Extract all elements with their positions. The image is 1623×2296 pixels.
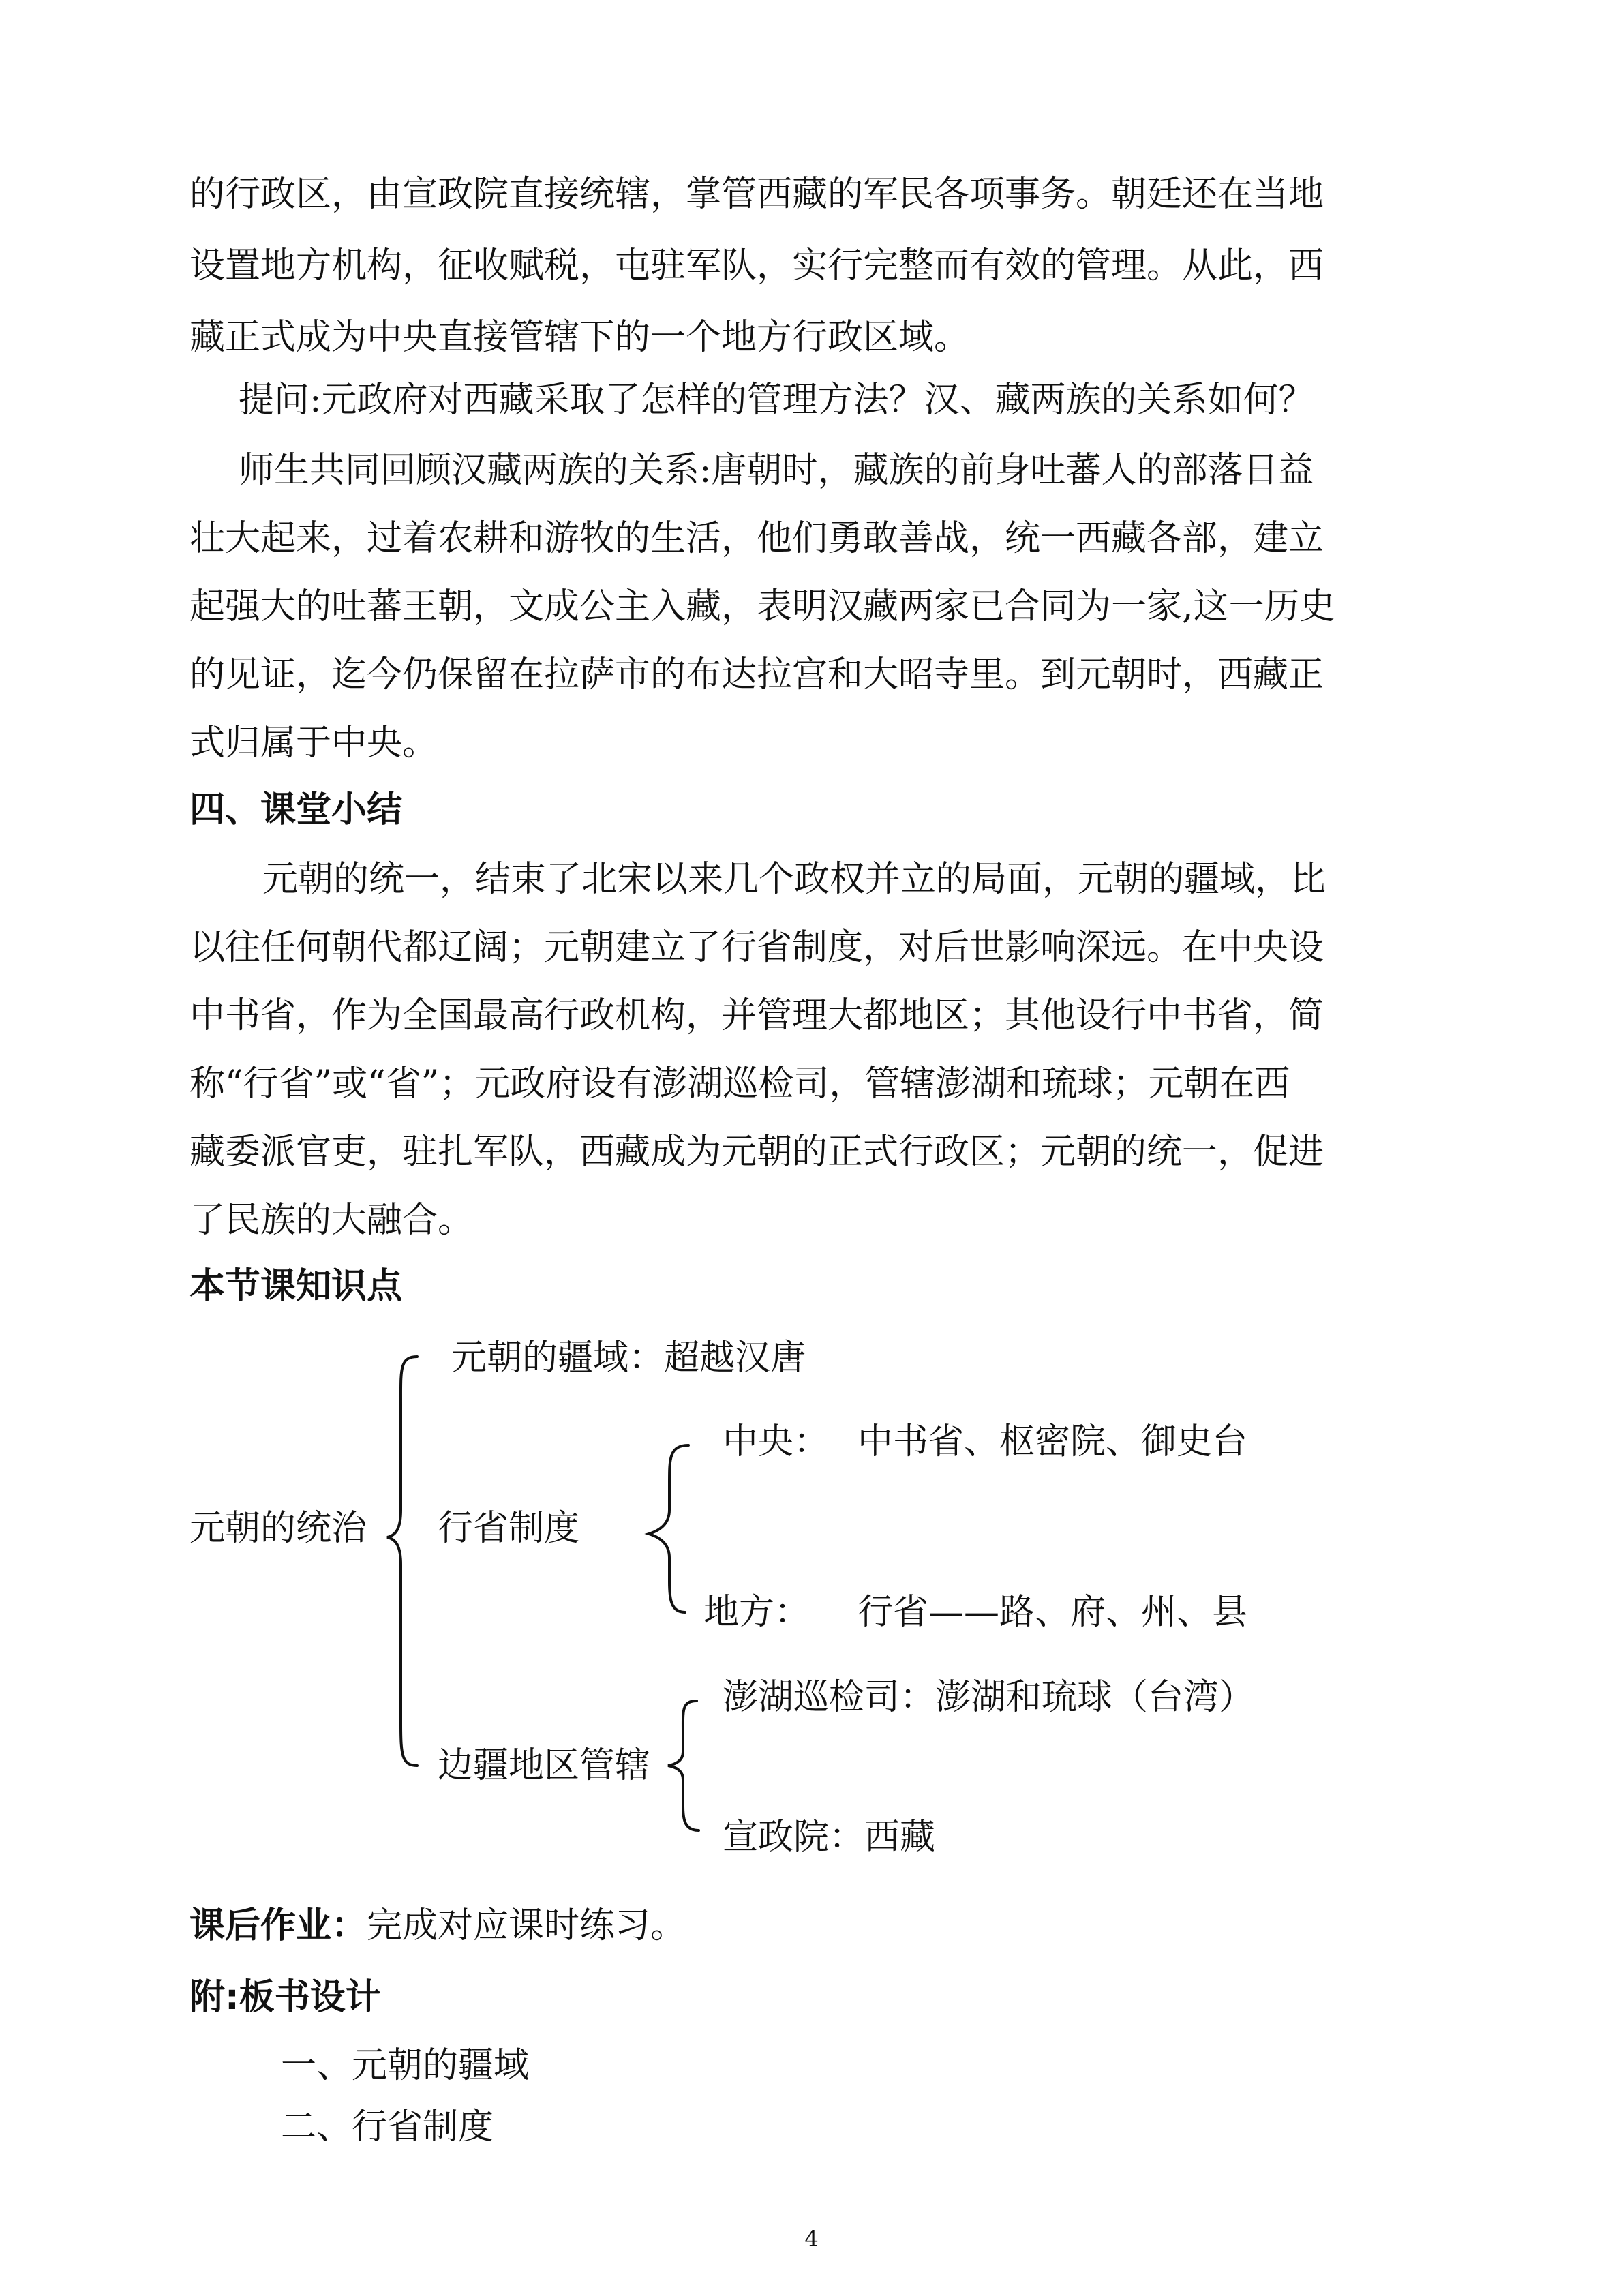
tree-province-system: 行省制度	[438, 1508, 580, 1549]
tree-territory: 元朝的疆域：超越汉唐	[451, 1338, 806, 1378]
summary-line: 元朝的统一，结束了北宋以来几个政权并立的局面，元朝的疆域，比	[262, 859, 1326, 900]
review-line: 式归属于中央。	[189, 723, 438, 764]
board-item: 二、行省制度	[281, 2106, 494, 2147]
summary-line: 以往任何朝代都辽阔；元朝建立了行省制度，对后世影响深远。在中央设	[189, 927, 1324, 968]
paragraph-line: 的行政区，由宣政院直接统辖，掌管西藏的军民各项事务。朝廷还在当地	[189, 174, 1324, 215]
root-brace	[387, 1357, 417, 1766]
page-number: 4	[804, 2226, 819, 2252]
review-line: 壮大起来，过着农耕和游牧的生活，他们勇敢善战，统一西藏各部，建立	[189, 518, 1324, 559]
tree-root: 元朝的统治	[189, 1508, 367, 1549]
summary-line: 称“行省”或“省”；元政府设有澎湖巡检司，管辖澎湖和琉球；元朝在西	[189, 1063, 1290, 1104]
review-line: 师生共同回顾汉藏两族的关系:唐朝时，藏族的前身吐蕃人的部落日益	[239, 450, 1314, 491]
question-line: 提问:元政府对西藏采取了怎样的管理方法？汉、藏两族的关系如何？	[239, 380, 1314, 421]
summary-line: 中书省，作为全国最高行政机构，并管理大都地区；其他设行中书省，简	[189, 995, 1324, 1036]
section-heading-summary: 四、课堂小结	[189, 789, 403, 830]
province-brace	[649, 1445, 688, 1612]
frontier-brace	[668, 1701, 699, 1830]
tree-central-label: 中央：	[723, 1421, 830, 1462]
homework-line	[189, 1902, 686, 1950]
paragraph-line: 藏正式成为中央直接管辖下的一个地方行政区域。	[189, 317, 970, 358]
homework-label: 课后作业：	[189, 1905, 367, 1946]
review-line: 起强大的吐蕃王朝，文成公主入藏，表明汉藏两家已合同为一家,这一历史	[189, 586, 1335, 627]
tree-xuanzheng: 宣政院：西藏	[723, 1817, 936, 1858]
tree-local-label: 地方：	[703, 1592, 810, 1633]
homework-text: 完成对应课时练习。	[367, 1905, 686, 1946]
summary-line: 藏委派官吏，驻扎军队，西藏成为元朝的正式行政区；元朝的统一，促进	[189, 1132, 1324, 1173]
tree-penghu: 澎湖巡检司：澎湖和琉球（台湾）	[723, 1677, 1255, 1718]
paragraph-line: 设置地方机构，征收赋税，屯驻军队，实行完整而有效的管理。从此，西	[189, 245, 1324, 286]
board-item: 一、元朝的疆域	[281, 2045, 530, 2086]
summary-line: 了民族的大融合。	[189, 1200, 474, 1241]
appendix-heading: 附:板书设计	[189, 1977, 381, 2018]
section-heading-knowledge: 本节课知识点	[189, 1266, 403, 1307]
tree-central-value: 中书省、枢密院、御史台	[858, 1421, 1248, 1462]
tree-frontier: 边疆地区管辖	[438, 1745, 651, 1786]
review-line: 的见证，迄今仍保留在拉萨市的布达拉宫和大昭寺里。到元朝时，西藏正	[189, 654, 1324, 695]
tree-local-value: 行省——路、府、州、县	[858, 1592, 1248, 1633]
